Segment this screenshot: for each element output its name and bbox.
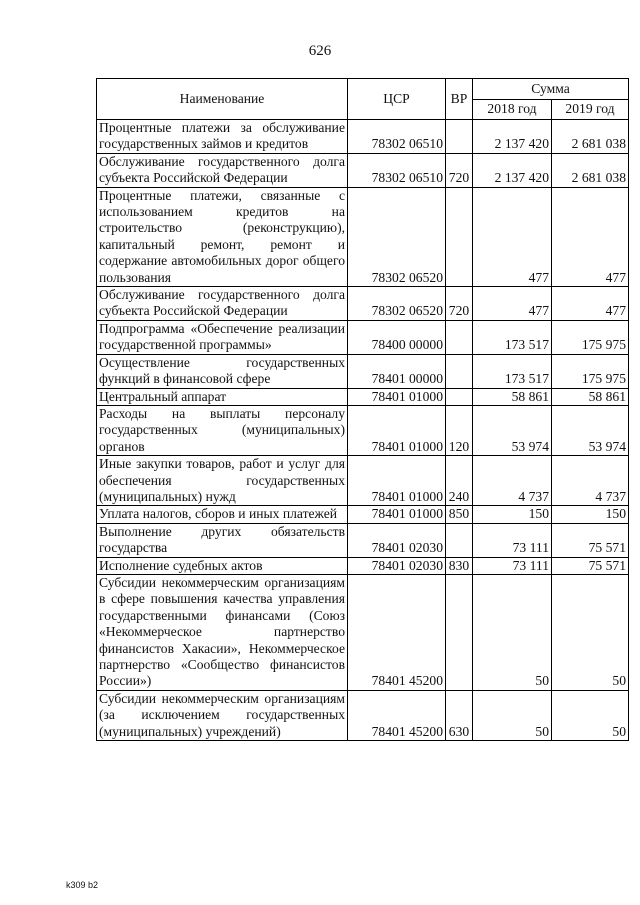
budget-table <box>96 78 629 741</box>
table-row <box>97 354 629 388</box>
row-name: Обслуживание государственного долга субъекта Российской Федерации <box>97 153 348 187</box>
row-name: Субсидии некоммерческим организациям (за исключением государственных (муниципальных) учреждений) <box>97 690 348 740</box>
table-row <box>97 320 629 354</box>
row-vr: 720 <box>446 287 473 321</box>
table-row <box>97 187 629 286</box>
row-vr: 850 <box>446 506 473 523</box>
table-row <box>97 506 629 523</box>
row-csr: 78401 45200 <box>348 690 446 740</box>
row-name: Процентные платежи за обслуживание государственных займов и кредитов <box>97 120 348 154</box>
table-row <box>97 388 629 405</box>
table-row <box>97 574 629 690</box>
row-csr: 78401 01000 <box>348 456 446 506</box>
footer-code: k309 b2 <box>66 880 99 890</box>
row-csr: 78401 01000 <box>348 388 446 405</box>
row-name: Центральный аппарат <box>97 388 348 405</box>
row-name: Осуществление государственных функций в финансовой сфере <box>97 354 348 388</box>
row-sum-2018: 173 517 <box>473 354 552 388</box>
header-year-2018: 2018 год <box>473 100 552 120</box>
table-row <box>97 690 629 740</box>
row-vr: 720 <box>446 153 473 187</box>
row-name: Уплата налогов, сборов и иных платежей <box>97 506 348 523</box>
row-csr: 78401 02030 <box>348 557 446 574</box>
row-vr: 830 <box>446 557 473 574</box>
row-csr: 78302 06520 <box>348 187 446 286</box>
row-sum-2018: 173 517 <box>473 320 552 354</box>
row-sum-2019: 75 571 <box>552 523 629 557</box>
row-vr <box>446 354 473 388</box>
row-sum-2018: 50 <box>473 690 552 740</box>
row-name: Процентные платежи, связанные с использованием кредитов на строительство (реконструкцию), капитальный ремонт, ремонт и содержание автомобильных дорог общего пользования <box>97 187 348 286</box>
page-number: 626 <box>308 43 332 59</box>
row-name: Расходы на выплаты персоналу государственных (муниципальных) органов <box>97 405 348 455</box>
row-sum-2018: 2 137 420 <box>473 153 552 187</box>
header-csr: ЦСР <box>348 79 446 120</box>
row-sum-2018: 477 <box>473 287 552 321</box>
row-sum-2018: 2 137 420 <box>473 120 552 154</box>
row-sum-2019: 150 <box>552 506 629 523</box>
row-vr: 630 <box>446 690 473 740</box>
table-row <box>97 405 629 455</box>
row-sum-2018: 53 974 <box>473 405 552 455</box>
row-sum-2019: 477 <box>552 287 629 321</box>
row-sum-2019: 75 571 <box>552 557 629 574</box>
row-name: Субсидии некоммерческим организациям в сфере повышения качества управления государственными финансами (Союз «Некоммерческое партнерство финансистов Хакасии», Некоммерческое партнерство «Сообщество финансистов России») <box>97 574 348 690</box>
row-name: Подпрограмма «Обеспечение реализации государственной программы» <box>97 320 348 354</box>
row-sum-2019: 175 975 <box>552 354 629 388</box>
row-csr: 78401 01000 <box>348 506 446 523</box>
row-vr: 240 <box>446 456 473 506</box>
row-vr: 120 <box>446 405 473 455</box>
table-row <box>97 287 629 321</box>
row-vr <box>446 187 473 286</box>
row-sum-2019: 58 861 <box>552 388 629 405</box>
row-csr: 78401 00000 <box>348 354 446 388</box>
table-row <box>97 557 629 574</box>
row-sum-2019: 2 681 038 <box>552 120 629 154</box>
row-sum-2019: 175 975 <box>552 320 629 354</box>
row-sum-2019: 53 974 <box>552 405 629 455</box>
row-csr: 78401 45200 <box>348 574 446 690</box>
row-sum-2018: 477 <box>473 187 552 286</box>
row-csr: 78400 00000 <box>348 320 446 354</box>
row-vr <box>446 574 473 690</box>
row-sum-2019: 50 <box>552 690 629 740</box>
header-name: Наименование <box>97 79 348 120</box>
row-sum-2018: 73 111 <box>473 523 552 557</box>
row-sum-2019: 50 <box>552 574 629 690</box>
row-sum-2018: 58 861 <box>473 388 552 405</box>
row-vr <box>446 120 473 154</box>
row-csr: 78401 02030 <box>348 523 446 557</box>
row-sum-2018: 73 111 <box>473 557 552 574</box>
row-sum-2018: 4 737 <box>473 456 552 506</box>
row-sum-2018: 150 <box>473 506 552 523</box>
row-vr <box>446 523 473 557</box>
row-csr: 78401 01000 <box>348 405 446 455</box>
header-sum: Сумма <box>473 79 629 100</box>
row-sum-2018: 50 <box>473 574 552 690</box>
row-name: Иные закупки товаров, работ и услуг для обеспечения государственных (муниципальных) нужд <box>97 456 348 506</box>
row-name: Исполнение судебных актов <box>97 557 348 574</box>
row-sum-2019: 4 737 <box>552 456 629 506</box>
table-row <box>97 120 629 154</box>
row-vr <box>446 388 473 405</box>
row-csr: 78302 06510 <box>348 153 446 187</box>
row-name: Обслуживание государственного долга субъекта Российской Федерации <box>97 287 348 321</box>
header-year-2019: 2019 год <box>552 100 629 120</box>
row-csr: 78302 06520 <box>348 287 446 321</box>
row-sum-2019: 477 <box>552 187 629 286</box>
row-vr <box>446 320 473 354</box>
table-row <box>97 153 629 187</box>
row-name: Выполнение других обязательств государства <box>97 523 348 557</box>
table-row <box>97 456 629 506</box>
row-sum-2019: 2 681 038 <box>552 153 629 187</box>
row-csr: 78302 06510 <box>348 120 446 154</box>
table-row <box>97 523 629 557</box>
header-vr: ВР <box>446 79 473 120</box>
